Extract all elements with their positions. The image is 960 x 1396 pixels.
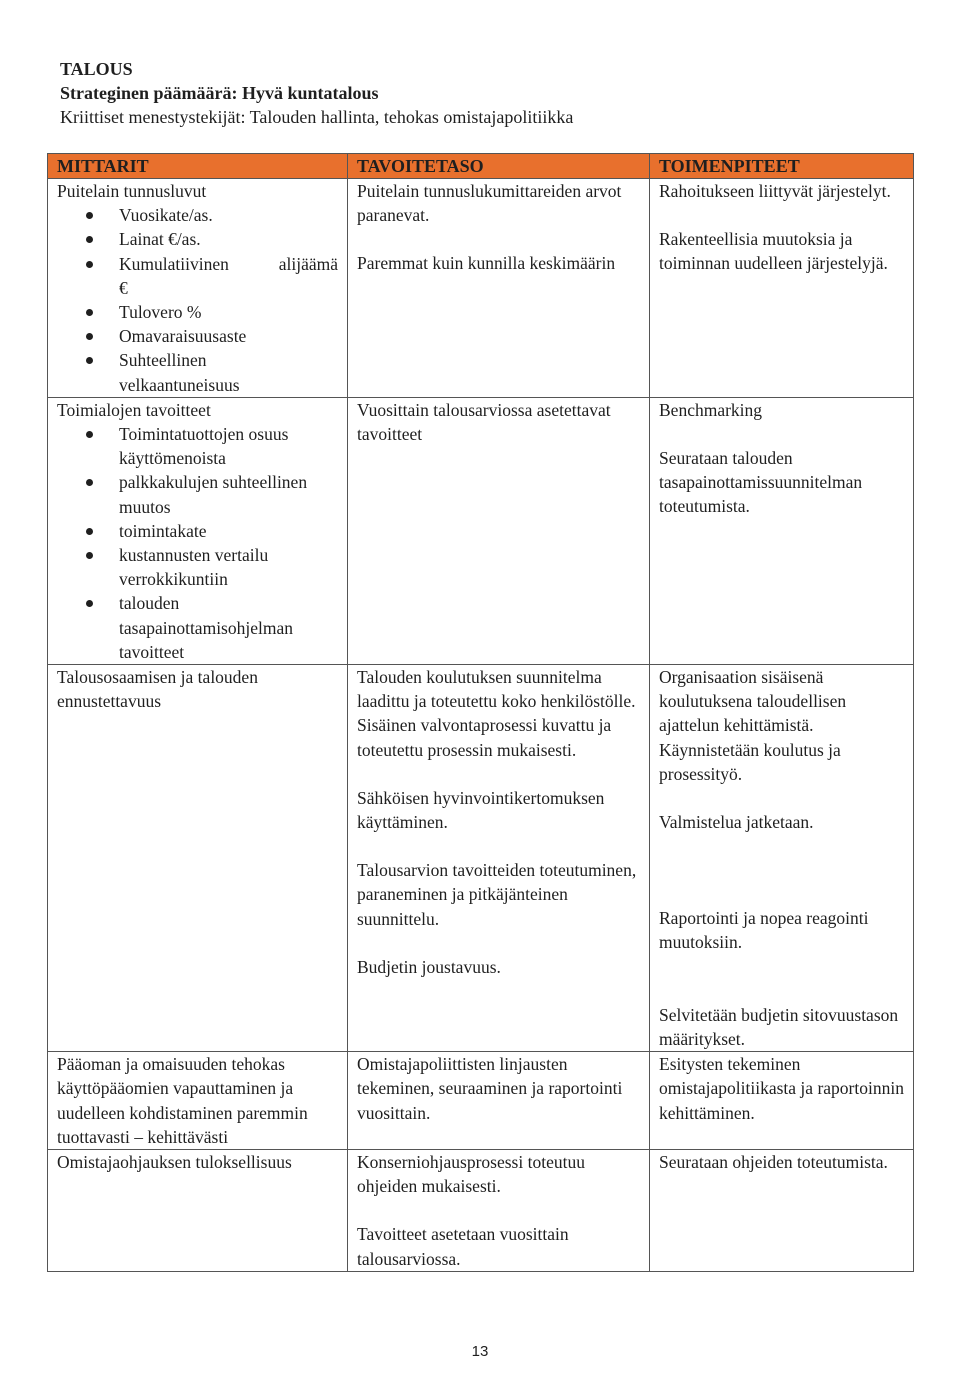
action-cell: [650, 665, 914, 1052]
target-text: Sähköisen hyvinvointikertomuksen käyttäminen.: [357, 787, 605, 833]
section-title: TALOUS: [60, 59, 133, 79]
goals-table: [47, 153, 914, 1272]
list-item: talouden tasapainottamisohjelman tavoitteet: [119, 591, 338, 664]
metric-cell: [48, 397, 348, 664]
action-text: Esitysten tekeminen omistajapolitiikasta ja raportoinnin kehittäminen.: [659, 1054, 904, 1123]
list-item: Vuosikate/as.: [119, 203, 338, 227]
metric-bullet-list: [57, 422, 338, 664]
action-text: Raportointi ja nopea reagointi muutoksiin.: [659, 908, 869, 953]
header-mittarit: MITTARIT: [48, 154, 348, 179]
target-text: Talouden koulutuksen suunnitelma laadittu ja toteutettu koko henkilöstölle.: [357, 667, 636, 712]
table-row: [48, 1052, 914, 1150]
target-text: Tavoitteet asetetaan vuosittain talousarviossa.: [357, 1224, 569, 1269]
table-row: [48, 397, 914, 664]
critical-factors: Kriittiset menestystekijät: Talouden hallinta, tehokas omistajapolitiikka: [60, 107, 574, 127]
metric-title: Pääoman ja omaisuuden tehokas käyttöpääomien vapauttaminen ja uudelleen kohdistaminen paremmin tuottavasti – kehittävästi: [57, 1054, 308, 1147]
table-header-row: [48, 154, 914, 179]
target-text: Omistajapoliittisten linjausten tekeminen, seuraaminen ja raportointi vuosittain.: [357, 1054, 623, 1123]
header-toimenpiteet: TOIMENPITEET: [650, 154, 914, 179]
metric-title: Toimialojen tavoitteet: [57, 399, 211, 420]
action-text: Organisaation sisäisenä koulutuksena taloudellisen ajattelun kehittämistä.: [659, 667, 847, 736]
list-item: Suhteellinen velkaantuneisuus: [119, 348, 338, 396]
metric-title: Puitelain tunnusluvut: [57, 181, 207, 201]
list-item: toimintakate: [119, 519, 338, 543]
page-number: 13: [471, 1343, 489, 1360]
target-cell: [348, 1149, 650, 1271]
action-cell: [650, 179, 914, 398]
target-cell: [348, 397, 650, 664]
table-row: [48, 1149, 914, 1271]
header-tavoitetaso: TAVOITETASO: [348, 154, 650, 179]
action-text: Seurataan talouden tasapainottamissuunnitelman toteutumista.: [659, 448, 863, 517]
list-item: Toimintatuottojen osuus käyttömenoista: [119, 422, 338, 470]
action-text: Selvitetään budjetin sitovuustason määritykset.: [659, 1004, 899, 1049]
list-item: Omavaraisuusaste: [119, 324, 338, 348]
target-text: Talousarvion tavoitteiden toteutuminen, paraneminen ja pitkäjänteinen suunnittelu.: [357, 860, 637, 929]
target-cell: [348, 665, 650, 1052]
target-text: Sisäinen valvontaprosessi kuvattu ja toteutettu prosessin mukaisesti.: [357, 715, 612, 760]
target-text: Puitelain tunnuslukumittareiden arvot paranevat.: [357, 181, 622, 226]
metric-cell: [48, 665, 348, 1052]
target-text: Paremmat kuin kunnilla keskimäärin: [357, 253, 616, 274]
action-text: Benchmarking: [659, 399, 763, 420]
target-text: Budjetin joustavuus.: [357, 956, 501, 977]
metric-cell: [48, 1149, 348, 1271]
table-row: [48, 179, 914, 398]
metric-bullet-list: [57, 203, 338, 397]
action-text: Seurataan ohjeiden toteutumista.: [659, 1151, 888, 1172]
list-item: Tulovero %: [119, 300, 338, 324]
list-item: Lainat €/as.: [119, 227, 338, 251]
list-item: kustannusten vertailu verrokkikuntiin: [119, 543, 338, 591]
strategic-goal: Strateginen päämäärä: Hyvä kuntatalous: [60, 83, 379, 103]
action-text: Käynnistetään koulutus ja prosessityö.: [659, 739, 841, 784]
target-cell: [348, 1052, 650, 1150]
target-text: Konserniohjausprosessi toteutuu ohjeiden mukaisesti.: [357, 1151, 585, 1197]
action-text: Rakenteellisia muutoksia ja toiminnan uudelleen järjestelyjä.: [659, 229, 888, 274]
target-text: Vuosittain talousarviossa asetettavat tavoitteet: [357, 399, 611, 445]
list-item: Kumulatiivinen alijäämä €: [119, 252, 338, 300]
target-cell: [348, 179, 650, 398]
table-row: [48, 665, 914, 1052]
action-cell: [650, 397, 914, 664]
action-cell: [650, 1052, 914, 1150]
action-cell: [650, 1149, 914, 1271]
page-heading: [60, 57, 573, 129]
metric-cell: [48, 1052, 348, 1150]
action-text: Rahoitukseen liittyvät järjestelyt.: [659, 181, 891, 201]
metric-title: Talousosaamisen ja talouden ennustettavuus: [57, 667, 258, 712]
metric-cell: [48, 179, 348, 398]
metric-title: Omistajaohjauksen tuloksellisuus: [57, 1151, 292, 1172]
list-item: palkkakulujen suhteellinen muutos: [119, 470, 338, 518]
action-text: Valmistelua jatketaan.: [659, 812, 814, 833]
